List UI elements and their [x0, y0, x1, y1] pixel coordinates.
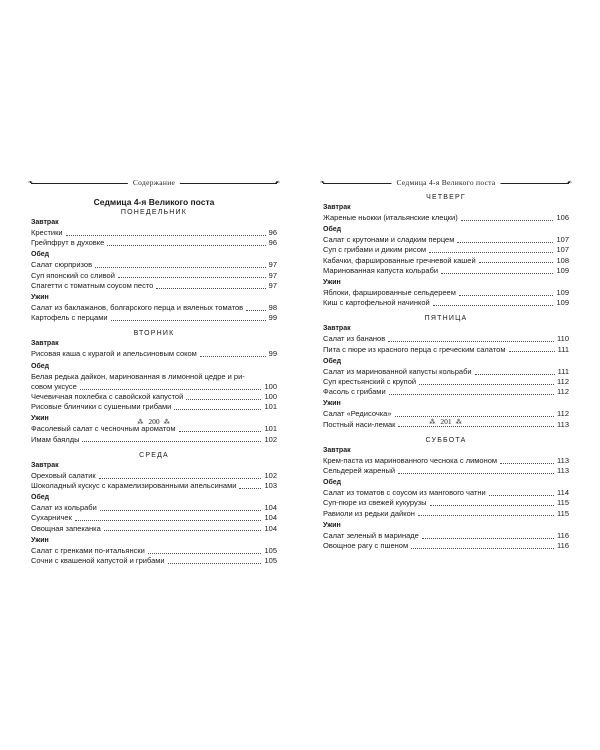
dot-leader [419, 384, 554, 385]
entry-title: Овощное рагу с пшеном [323, 541, 409, 551]
toc-entry[interactable] [31, 435, 277, 445]
meal-heading: Ужин [323, 279, 341, 287]
toc-entry[interactable] [31, 402, 277, 412]
entry-title: Фасолевый салат с чесночным ароматом [31, 424, 176, 434]
entry-title: Пита с пюре из красного перца с греческим салатом [323, 344, 506, 354]
entry-page-number: 100 [264, 381, 277, 391]
dot-leader [398, 473, 554, 474]
entry-page-number: 105 [264, 556, 277, 566]
dot-leader [80, 389, 262, 390]
dot-leader [156, 288, 265, 289]
dot-leader [104, 530, 262, 531]
meal-heading: Ужин [31, 294, 49, 302]
toc-entry[interactable] [31, 238, 277, 248]
entry-title: Постный наси-лемак [323, 419, 396, 429]
dot-leader [95, 267, 266, 268]
dot-leader [82, 441, 261, 442]
toc-entry[interactable] [323, 541, 569, 551]
dot-leader [489, 495, 554, 496]
dot-leader [433, 305, 554, 306]
entry-title: Салат из бананов [323, 334, 386, 344]
entry-page-number: 103 [264, 481, 277, 491]
meal-heading: Ужин [31, 415, 49, 423]
dot-leader [239, 488, 261, 489]
toc-entry[interactable] [31, 228, 277, 238]
entry-title: Ореховый салатик [31, 470, 96, 480]
toc-entry[interactable] [31, 349, 277, 359]
toc-entry[interactable] [323, 298, 569, 308]
entry-page-number: 114 [557, 488, 569, 498]
entry-page-number: 99 [268, 349, 277, 359]
entry-page-number: 113 [557, 466, 569, 476]
meal-heading: Ужин [323, 521, 341, 529]
entry-title: Суп с грибами и диким рисом [323, 245, 427, 255]
dot-leader [411, 548, 554, 549]
entry-title: Рисовые блинчики с сушеными грибами [31, 402, 172, 412]
toc-entry[interactable] [323, 488, 569, 498]
dot-leader [479, 262, 554, 263]
entry-page-number: 96 [268, 238, 277, 248]
toc-entry[interactable] [31, 524, 277, 534]
running-head [28, 176, 280, 190]
toc-entry[interactable] [31, 481, 277, 491]
entry-title: Киш с картофельной начинкой [323, 298, 430, 308]
dot-leader [111, 320, 266, 321]
toc-entry[interactable] [323, 387, 569, 397]
entry-title: Салат «Редисочка» [323, 409, 392, 419]
toc-entry[interactable] [323, 345, 569, 355]
ornament-icon: ⁂ [429, 420, 437, 426]
day-heading: ПЯТНИЦА [424, 315, 468, 323]
toc-list [31, 209, 277, 566]
toc-entry[interactable] [323, 466, 569, 476]
dot-leader [100, 510, 262, 511]
entry-title: Крестики [31, 228, 63, 237]
toc-entry[interactable] [31, 471, 277, 481]
entry-page-number: 109 [556, 265, 569, 275]
entry-title: Салат сюрпризов [31, 260, 93, 270]
page-footer-right [323, 417, 569, 428]
entry-page-number: 108 [556, 255, 569, 265]
toc-entry[interactable] [31, 546, 277, 556]
day-heading: ПОНЕДЕЛЬНИК [120, 209, 188, 216]
toc-entry[interactable] [31, 556, 277, 566]
toc-entry[interactable] [323, 334, 569, 344]
entry-title: Салат зеленый в маринаде [323, 530, 419, 540]
day-heading: ВТОРНИК [133, 330, 175, 338]
entry-page-number: 106 [556, 213, 569, 222]
entry-page-number: 112 [557, 377, 569, 387]
entry-page-number: 111 [557, 366, 569, 376]
entry-title: Крем-паста из маринованного чеснока с лимоном [323, 455, 498, 465]
entry-title: Шоколадный кускус с карамелизированными апельсинами [31, 481, 237, 491]
toc-entry[interactable] [31, 503, 277, 513]
entry-page-number: 98 [268, 303, 277, 313]
entry-title: Спагетти с томатным соусом песто [31, 280, 154, 290]
entry-title: Салат из томатов с соусом из мангового чатни [323, 488, 486, 498]
dot-leader [475, 374, 555, 375]
ornament-icon: ☙ [566, 180, 572, 186]
toc-entry[interactable] [31, 271, 277, 281]
entry-page-number: 100 [264, 392, 277, 402]
day-heading: СУББОТА [425, 436, 467, 444]
running-head-title: Седмица 4-я Великого поста [391, 176, 500, 190]
meal-heading: Завтрак [31, 340, 59, 348]
meal-heading: Обед [323, 479, 342, 487]
entry-title: Чечевичная похлебка с савойской капустой [31, 392, 184, 402]
dot-leader [66, 235, 266, 236]
meal-heading: Завтрак [323, 446, 351, 454]
entry-title: Салат из кольраби [31, 503, 97, 513]
ornament-icon: ❧ [320, 180, 326, 186]
toc-entry[interactable] [323, 509, 569, 519]
entry-page-number: 116 [557, 530, 569, 540]
entry-title: Грейпфрут в духовке [31, 238, 105, 248]
entry-page-number: 101 [264, 424, 277, 434]
right-page [320, 176, 572, 551]
entry-page-number: 115 [557, 498, 569, 508]
dot-leader [186, 399, 261, 400]
entry-title: Фасоль с грибами [323, 387, 386, 397]
entry-page-number: 104 [264, 523, 277, 533]
page-footer-left [31, 417, 277, 428]
dot-leader [509, 351, 555, 352]
entry-page-number: 109 [556, 298, 569, 308]
dot-leader [200, 356, 266, 357]
toc-entry[interactable] [323, 235, 569, 245]
meal-heading: Обед [323, 357, 342, 365]
toc-entry[interactable] [31, 313, 277, 323]
day-heading: СРЕДА [139, 451, 169, 459]
meal-heading: Завтрак [31, 461, 59, 469]
entry-page-number: 113 [557, 455, 569, 465]
dot-leader [457, 242, 553, 243]
dot-leader [246, 310, 266, 311]
dot-leader [168, 563, 262, 564]
entry-page-number: 107 [556, 235, 569, 245]
entry-title: Картофель с перцами [31, 313, 108, 323]
toc-entry[interactable] [323, 266, 569, 276]
dot-leader [461, 220, 554, 221]
dot-leader [388, 341, 554, 342]
ornament-icon: ❧ [28, 180, 34, 186]
toc-entry[interactable] [31, 303, 277, 313]
entry-title: Суп-пюре из свежей кукурузы [323, 498, 427, 508]
dot-leader [500, 463, 554, 464]
entry-page-number: 104 [264, 503, 277, 513]
entry-title: Салат из маринованной капусты кольраби [323, 366, 472, 376]
toc-entry[interactable] [31, 392, 277, 402]
dot-leader [422, 538, 554, 539]
entry-title: Равиоли из редьки дайкон [323, 508, 415, 518]
dot-leader [179, 431, 262, 432]
entry-page-number: 96 [268, 228, 277, 237]
toc-entry[interactable] [323, 456, 569, 466]
ornament-icon: ⁂ [163, 420, 171, 426]
entry-page-number: 115 [557, 508, 569, 518]
toc-entry[interactable] [323, 245, 569, 255]
toc-entry[interactable] [323, 498, 569, 508]
ornament-icon: ☙ [274, 180, 280, 186]
entry-page-number: 107 [556, 245, 569, 255]
entry-page-number: 97 [268, 270, 277, 280]
toc-list [323, 194, 569, 551]
toc-entry[interactable] [31, 281, 277, 291]
entry-title: Кабачки, фаршированные гречневой кашей [323, 255, 476, 265]
dot-leader [418, 515, 554, 516]
entry-title: Жареные ньокки (итальянские клецки) [323, 213, 458, 222]
left-page [28, 176, 280, 566]
meal-heading: Завтрак [31, 219, 59, 226]
entry-title: Салат с гренками по-итальянски [31, 545, 145, 555]
entry-title: Белая редька дайкон, маринованная в лимонной цедре и ри- [31, 371, 245, 381]
toc-entry[interactable] [323, 288, 569, 298]
entry-page-number: 110 [557, 334, 569, 344]
entry-page-number: 101 [264, 402, 277, 412]
toc-entry[interactable] [323, 531, 569, 541]
entry-title: Маринованная капуста кольраби [323, 265, 439, 275]
section-title: Седмица 4-я Великого поста [93, 197, 215, 207]
running-head-title: Содержание [128, 176, 180, 190]
entry-page-number: 112 [557, 409, 569, 419]
toc-entry[interactable] [323, 377, 569, 387]
meal-heading: Завтрак [323, 325, 351, 333]
toc-entry[interactable] [323, 367, 569, 377]
entry-title: Сухарничек [31, 513, 72, 523]
toc-entry[interactable] [31, 372, 277, 392]
ornament-icon: ⁂ [455, 420, 463, 426]
dot-leader [174, 409, 261, 410]
meal-heading: Обед [31, 251, 50, 259]
page-number: 201 [440, 417, 452, 426]
entry-title: Рисовая каша с курагой и апельсиновым соком [31, 349, 197, 359]
toc-entry[interactable] [31, 513, 277, 523]
dot-leader [389, 394, 554, 395]
meal-heading: Обед [31, 362, 50, 370]
entry-page-number: 102 [264, 470, 277, 480]
dot-leader [430, 505, 554, 506]
ornament-icon: ⁂ [137, 420, 145, 426]
entry-page-number: 112 [557, 387, 569, 397]
meal-heading: Обед [31, 494, 50, 502]
toc-entry[interactable] [323, 256, 569, 266]
meal-heading: Завтрак [323, 204, 351, 211]
entry-title: Сельдерей жареный [323, 466, 396, 476]
dot-leader [99, 478, 262, 479]
entry-page-number: 113 [557, 419, 569, 429]
day-heading: ЧЕТВЕРГ [426, 194, 466, 201]
entry-title: Овощная запеканка [31, 523, 101, 533]
entry-page-number: 102 [264, 434, 277, 444]
entry-title: Суп японский со сливой [31, 270, 115, 280]
entry-title: Яблоки, фаршированные сельдереем [323, 288, 456, 298]
entry-page-number: 97 [268, 280, 277, 290]
entry-page-number: 109 [556, 288, 569, 298]
entry-title: Суп крестьянский с крупой [323, 377, 417, 387]
entry-title: Имам баялды [31, 434, 80, 444]
running-head [320, 176, 572, 190]
meal-heading: Ужин [31, 536, 49, 544]
meal-heading: Обед [323, 226, 342, 234]
entry-title: Салат из баклажанов, болгарского перца и вяленых томатов [31, 303, 244, 313]
entry-page-number: 111 [557, 344, 569, 354]
page-number: 200 [148, 417, 160, 426]
toc-entry[interactable] [323, 213, 569, 223]
dot-leader [429, 252, 553, 253]
dot-leader [118, 277, 266, 278]
dot-leader [107, 245, 265, 246]
dot-leader [459, 295, 554, 296]
entry-page-number: 116 [557, 541, 569, 551]
entry-page-number: 104 [264, 513, 277, 523]
dot-leader [441, 273, 553, 274]
entry-page-number: 105 [264, 545, 277, 555]
dot-leader [148, 553, 262, 554]
meal-heading: Ужин [323, 400, 341, 408]
entry-page-number: 99 [268, 313, 277, 323]
entry-title-continued: совом уксусе [31, 381, 77, 391]
toc-entry[interactable] [31, 260, 277, 270]
entry-title: Салат с крутонами и сладким перцем [323, 235, 455, 245]
entry-page-number: 97 [268, 260, 277, 270]
dot-leader [75, 520, 262, 521]
entry-title: Сочни с квашеной капустой и грибами [31, 556, 165, 566]
